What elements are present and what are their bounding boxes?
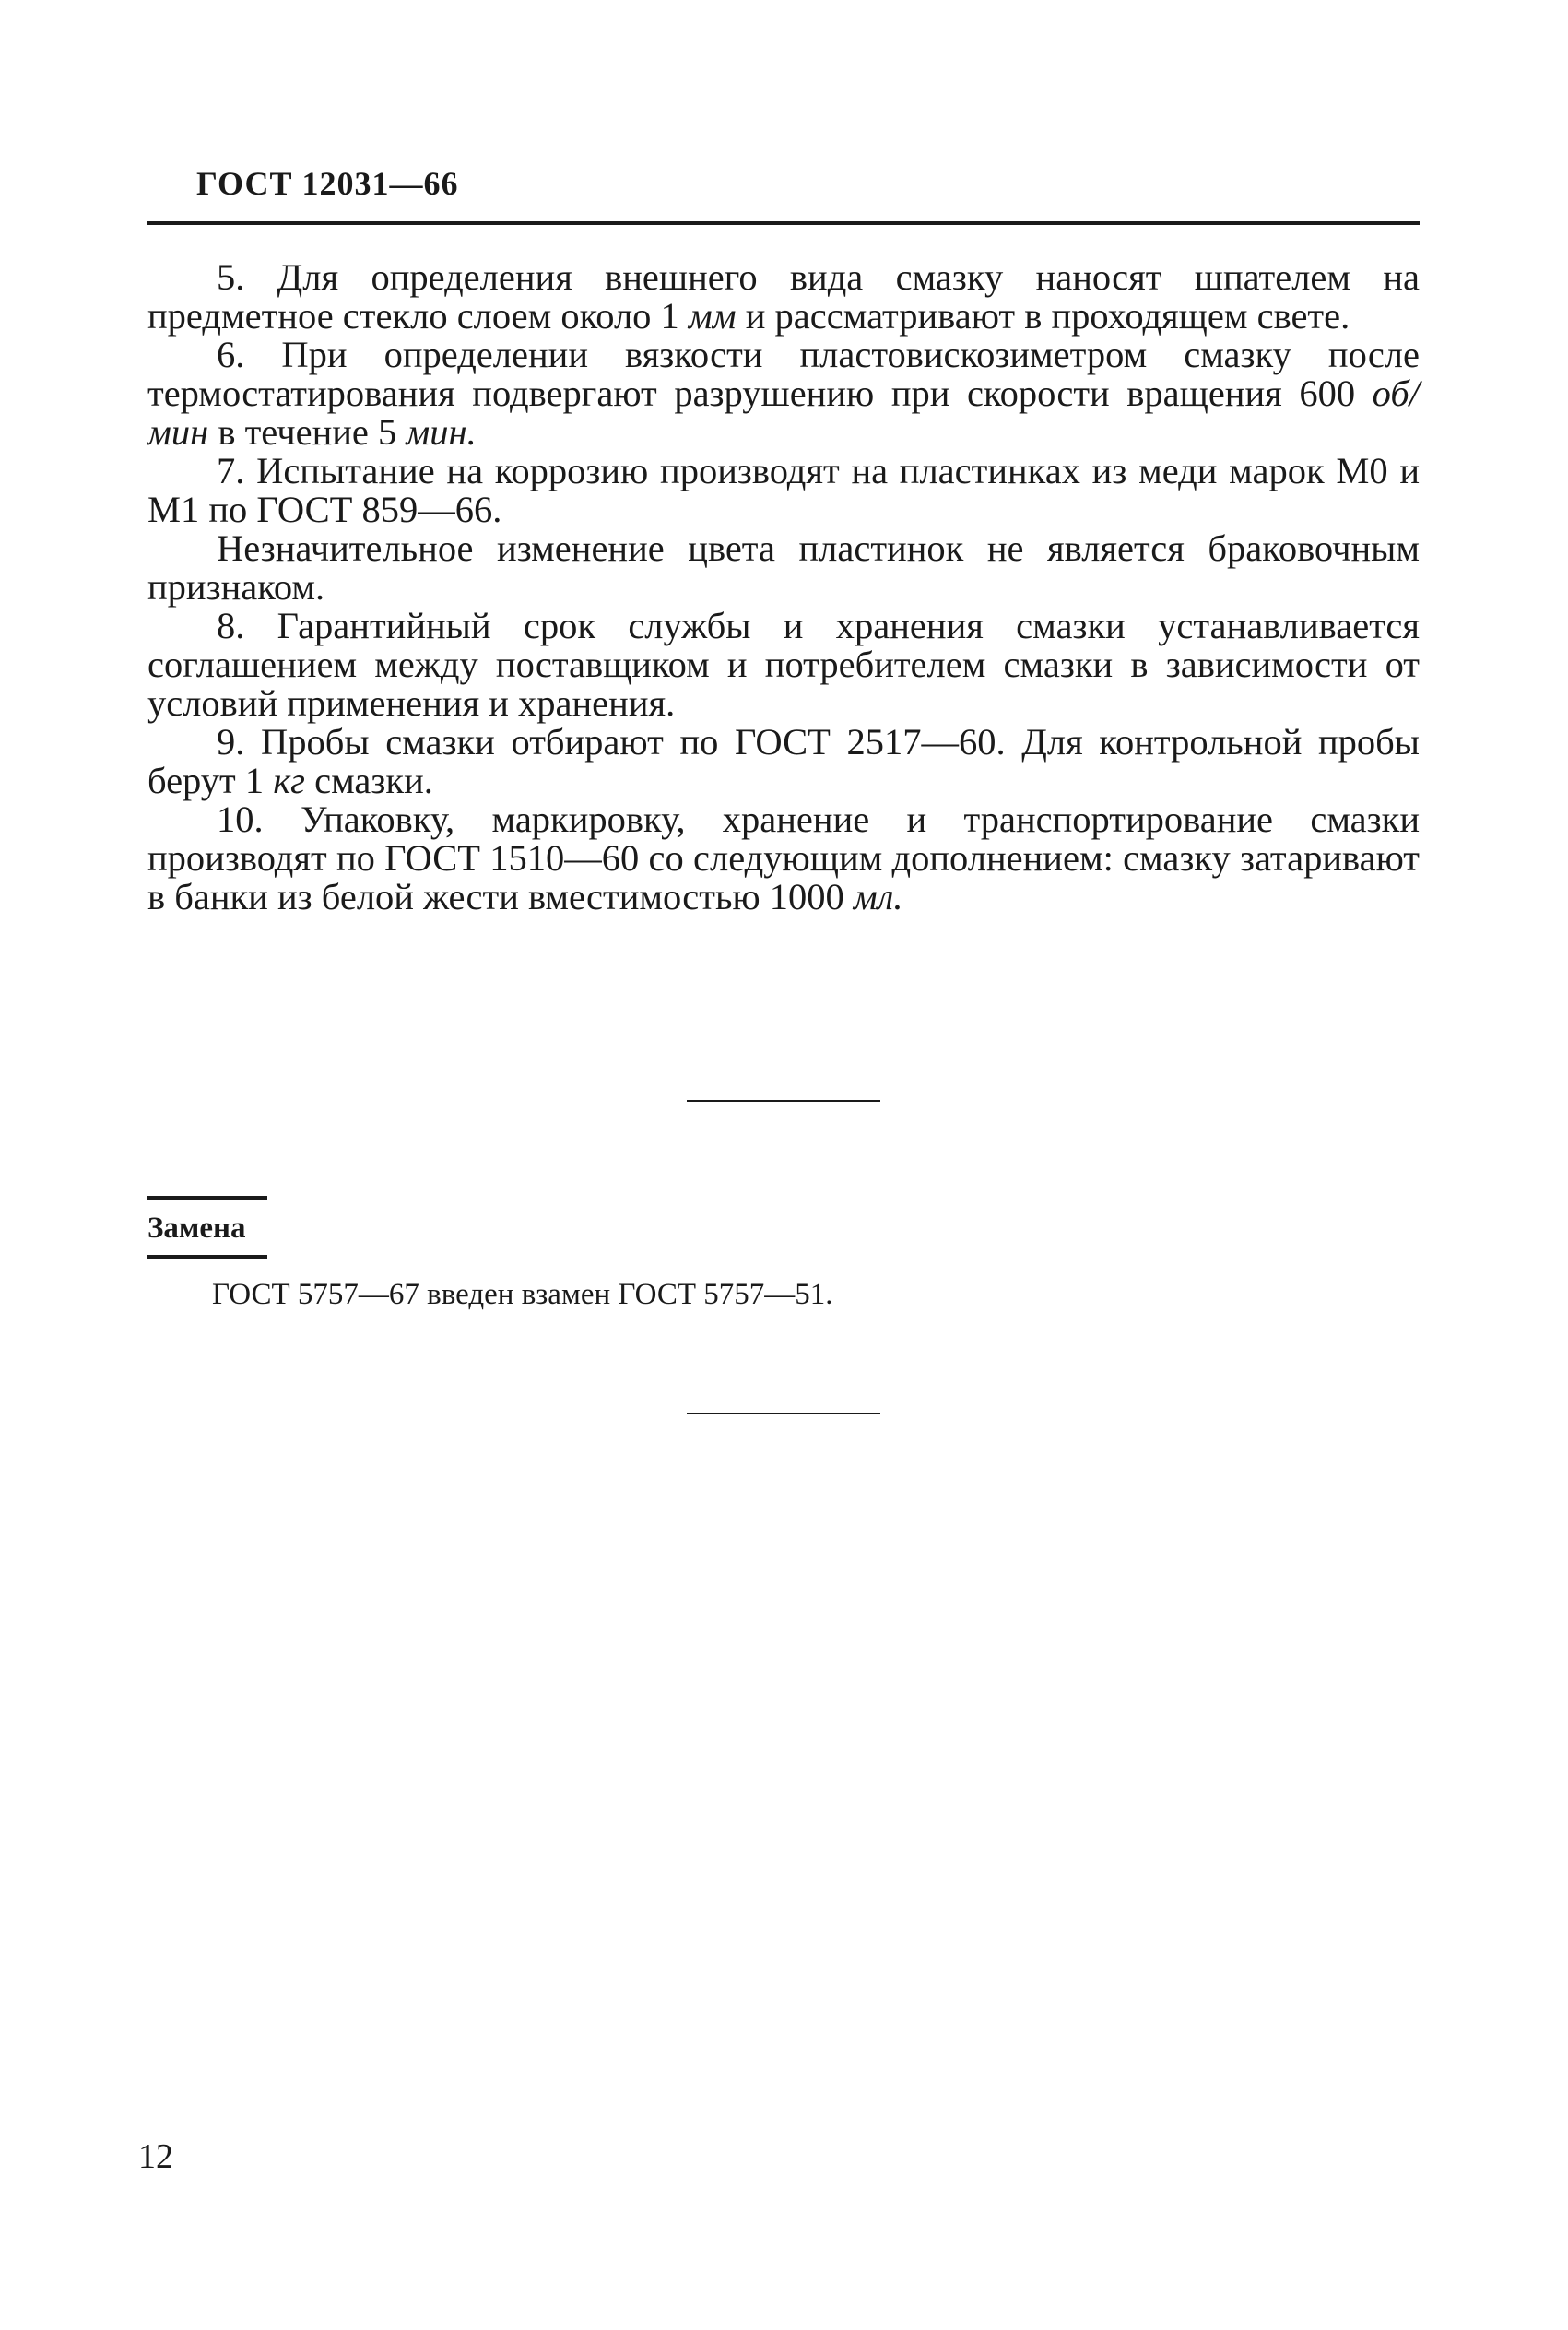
section-divider-top bbox=[687, 1100, 880, 1102]
paragraph-9-unit: кг bbox=[273, 760, 305, 801]
paragraph-6 bbox=[147, 336, 1420, 452]
page-number: 12 bbox=[138, 2137, 173, 2176]
paragraph-8: 8. Гарантийный срок службы и хранения смазки устанавливается соглашением между поставщиком и потребителем смазки в зависимости от условий применения и хранения. bbox=[147, 605, 1420, 724]
document-body bbox=[147, 258, 1420, 917]
document-header-title: ГОСТ 12031—66 bbox=[196, 165, 459, 202]
paragraph-5-unit: мм bbox=[688, 295, 737, 337]
paragraph-5-tail: и рассматривают в проходящем свете. bbox=[736, 295, 1350, 337]
paragraph-6-unit-min: мин. bbox=[406, 411, 477, 453]
paragraph-6-text: 6. При определении вязкости пластовискозиметром смазку после термостатирования подвергают разрушению при скорости вращения 600 bbox=[147, 334, 1420, 414]
paragraph-7: 7. Испытание на коррозию производят на пластинках из меди марок М0 и М1 по ГОСТ 859—66. bbox=[147, 450, 1420, 530]
paragraph-5 bbox=[147, 258, 1420, 336]
paragraph-7-note: Незначительное изменение цвета пластинок не является браковочным признаком. bbox=[147, 527, 1420, 608]
paragraph-10 bbox=[147, 800, 1420, 917]
header-divider bbox=[147, 221, 1420, 225]
paragraph-6-mid: в течение 5 bbox=[208, 411, 407, 453]
paragraph-6-unit-rpm: об/мин bbox=[147, 373, 1420, 453]
paragraph-9 bbox=[147, 723, 1420, 800]
paragraph-9-text: 9. Пробы смазки отбирают по ГОСТ 2517—60. Для контрольной пробы берут 1 bbox=[147, 721, 1420, 801]
paragraph-9-tail: смазки. bbox=[304, 760, 433, 801]
paragraph-10-text: 10. Упаковку, маркировку, хранение и транспортирование смазки производят по ГОСТ 1510—60 со следующим дополнением: смазку затаривают в банки из белой жести вместимостью 1000 bbox=[147, 798, 1420, 917]
replacement-text: ГОСТ 5757—67 введен взамен ГОСТ 5757—51. bbox=[212, 1278, 833, 1311]
section-divider-bottom bbox=[687, 1413, 880, 1414]
replacement-rule-bottom bbox=[147, 1255, 267, 1259]
paragraph-5-text: 5. Для определения внешнего вида смазку наносят шпателем на предметное стекло слоем около 1 bbox=[147, 256, 1420, 337]
replacement-title: Замена bbox=[147, 1212, 246, 1245]
paragraph-10-unit: мл. bbox=[853, 876, 903, 917]
replacement-rule-top bbox=[147, 1196, 267, 1200]
